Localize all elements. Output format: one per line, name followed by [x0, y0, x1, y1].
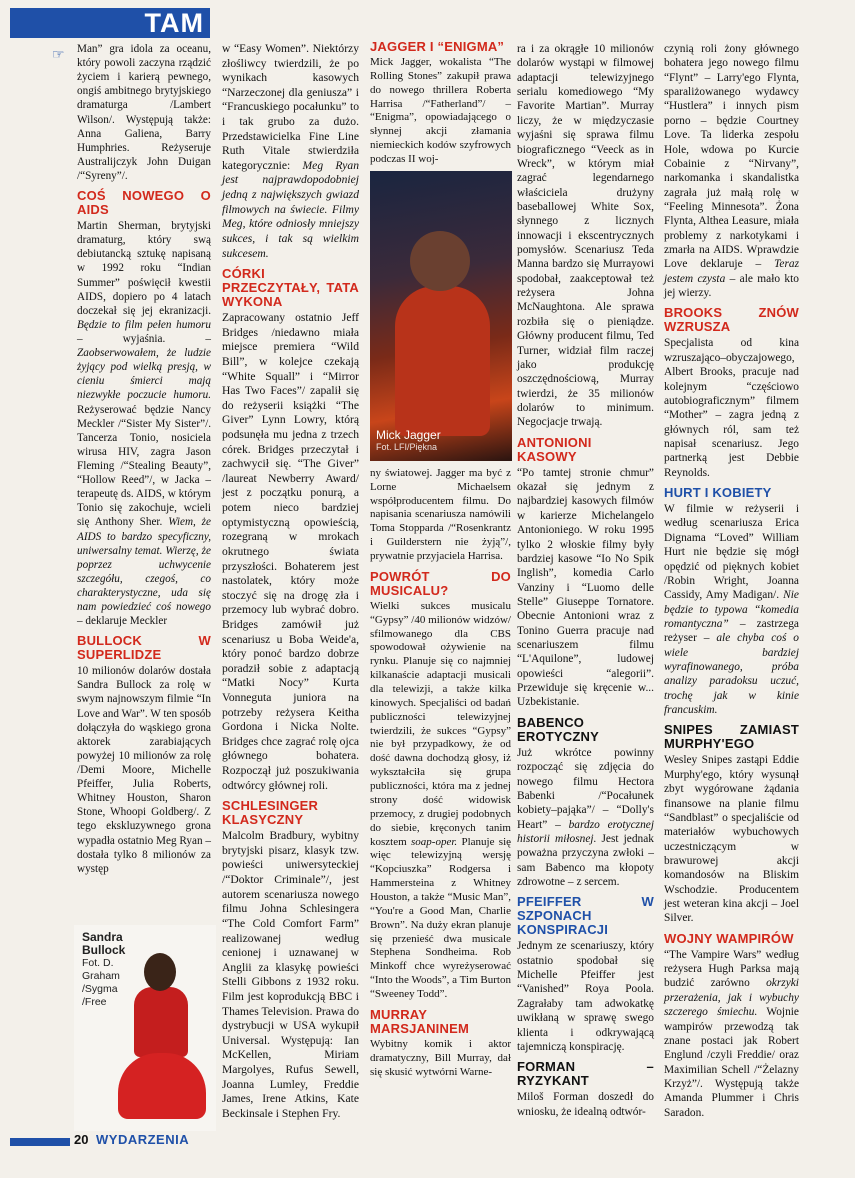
heading: SCHLESINGER KLASYCZNY: [222, 798, 319, 828]
paragraph: Jednym ze scenariuszy, który ostatnio spodobał się Michelle Pfeiffer jest “Vanished” Roya Poola. Zagrałaby tam adwokatkę uwikłaną w sprawę swego klienta i odkrywającą tajemniczą konspirację.: [517, 940, 654, 1053]
photo-sandra-bullock: [74, 925, 216, 1131]
heading: WOJNY WAMPIRÓW: [664, 930, 794, 946]
photo-credit: Fot. LFI/Piękna: [376, 441, 438, 452]
heading: PFEIFFER W SZPONACH KONSPIRACJI: [517, 894, 654, 938]
paragraph: w “Easy Women”. Niektórzy złośliwcy twierdzili, że po wynikach kasowych “Narzeczonej dla geniusza” i “Francuskiego pocałunku” to i tak grubo za dużo. Przedstawicielka Fine Line Ruth Vitale stwierdziła kategorycznie: Meg Ryan jest najprawdopodobniej jedną z największych gwiazd filmowych na świecie. Filmy Meg, które odniosły mniejszy sukces, i tak są wielkim sukcesem.: [222, 42, 359, 260]
heading: POWRÓT DO MUSICALU?: [370, 568, 511, 598]
paragraph: Malcolm Bradbury, wybitny brytyjski pisarz, klasyk tzw. powieści uniwersyteckiej /“Doktor Criminale”/, jest autorem scenariusza nowego filmu Johna Schlesingera “The Cold Comfort Farm” realizowanej według cenionej i uznawanej w Anglii za klasykę powieści Stelli Gibbons z 1932 roku. Film jest koprodukcją BBC i Thames Television. Prawa do dystrybucji w USA wykupił Universal. Występują: Ian McKellen, Miriam Margolyes, Rufus Sewell, Joanna Lumley, Freddie James, Irene Atkins, Kate Beckinsale i Stephen Fry.: [222, 829, 359, 1120]
paragraph: Zapracowany ostatnio Jeff Bridges /niedawno miała miejsce premiera “Wild Bill”, w kolejce czekają “White Squall” i “Mirror Has Two Faces”/ zapalił się do reżyserii książki “The Giver” Lynn Lowry, którą podsunęła mu jedna z trzech córek. Bridges przeczytał i zachwycił się. “The Giver” /laureat Newberry Award/ jest z początku ponurą, a potem nieco bardziej optymistyczną opowieścią, rozegraną w mrokach okrutnego świata przyszłości. Bohaterem jest nastolatek, który może stoczyć się na drogę zła i przemocy lub wybrać dobro. Bridges zamówił już scenariusz u Boba Weide'a, który ponoć bardzo dobrze poradził sobie z adaptacją “Matki Nocy” Kurta Vonneguta juniora na potrzeby reżysera Keitha Gordona i Nicka Nolte. Bridges chce zagrać rolę ojca głównego bohatera. Rozpoczął już poszukiwania odtwórcy głównej roli.: [222, 311, 359, 792]
photo-credit: Fot. D. Graham /Sygma /Free: [82, 957, 120, 1008]
continuation-arrow-icon: ☞: [52, 48, 65, 63]
paragraph: Wesley Snipes zastąpi Eddie Murphy'ego, który wysunął zbyt wygórowane żądania finansowe na planie filmu “Sandblast” o specjaliście od materiałów wybuchowych uczestniczącym w brawurowej akcji komandosów na Bliskim Wschodzie. Producentem jest weteran kina akcji – Joel Silver.: [664, 754, 799, 925]
paragraph: Już wkrótce powinny rozpocząć się zdjęcia do nowego filmu Hectora Babenki /“Pocałunek kobiety–pająka”/ – “Dolly's Heart” – bardzo erotycznej historii miłosnej. Jest jednak poważna przyczyna zwłoki – sam Babenco ma kłopoty zdrowotne – z sercem.: [517, 746, 654, 889]
section-label: TAM: [144, 8, 204, 38]
heading: BABENCO EROTYCZNY: [517, 714, 599, 744]
column-3: [370, 40, 511, 1079]
heading: BULLOCK W SUPERLIDZE: [77, 633, 211, 663]
photo-subject: Sandra Bullock: [82, 930, 126, 957]
heading: JAGGER I “ENIGMA”: [370, 39, 505, 54]
heading: CÓRKI PRZECZYTAŁY, TATA WYKONA: [222, 266, 359, 310]
photo-mick-jagger: [370, 171, 512, 461]
column-2: [222, 42, 359, 1121]
footer-section: WYDARZENIA: [96, 1132, 190, 1147]
paragraph: Mick Jagger, wokalista “The Rolling Stones” zakupił prawa do nowego thrillera Roberta Harrisa /“Fatherland”/ – “Enigma”, opowiadającego o słynnej akcji złamania niemieckich kodów szyfrowych podczas II woj-: [370, 56, 511, 166]
photo-caption: [376, 429, 441, 453]
heading: MURRAY MARSJANINEM: [370, 1006, 469, 1036]
heading: FORMAN – RYZYKANT: [517, 1059, 654, 1089]
page-number: 20: [74, 1132, 89, 1147]
paragraph: Martin Sherman, brytyjski dramaturg, który swą debiutancką sztukę napisaną w 1992 roku “Indian Summer” poświęcił kwestii AIDS, dopiero po 4 latach doczekał się jej ekranizacji. Będzie to film pełen humoru – wyjaśnia. – Zaobserwowałem, że ludzie żyjący pod wielką presją, w cieniu śmierci mają niezwykłe poczucie humoru. Reżyserować będzie Nancy Meckler /“Sister My Sister”/. Tancerza Tonio, nosiciela wirusa HIV, zagra Jason Fleming /“Stealing Beauty”, “Hollow Reed”/, w Jacka – terapeutę ds. AIDS, w którym Tonio się zakochuje, wcieli się Anthony Sher. Wiem, że AIDS to bardzo specyficzny, uniwersalny temat. Wierzę, że poprzez uchwycenie szczegółu, czegoś, co charakterystyczne, uda się nam powiedzieć coś nowego – deklaruje Meckler: [77, 220, 211, 628]
section-header-bar: [10, 8, 210, 38]
photo-caption: [82, 931, 130, 1009]
paragraph: Miloš Forman doszedł do wniosku, że idealną odtwór-: [517, 1091, 654, 1118]
heading: HURT I KOBIETY: [664, 485, 772, 501]
paragraph: Wybitny komik i aktor dramatyczny, Bill Murray, dał się skusić wytwórni Warne-: [370, 1037, 511, 1078]
heading: ANTONIONI KASOWY: [517, 434, 592, 464]
paragraph: Man” gra idola za oceanu, który powoli zaczyna rządzić życiem i karierą pewnego, ongiś ambitnego brytyjskiego dramaturga /Lambert Wilson/. Występują także: Anna Galiena, Barry Humphries. Reżyseruje Australijczyk John Duigan /“Syreny”/.: [77, 43, 211, 182]
column-1: [77, 42, 211, 876]
photo-subject: Mick Jagger: [376, 427, 441, 442]
paragraph: “The Vampire Wars” według reżysera Hugh Parksa mają budzić zarówno okrzyki przerażenia, jak i wybuchy szczerego śmiechu. Wojnie wampirów przewodzą tak znane postaci jak Robert Englund /czyli Freddie/ oraz Maximilian Schell /“Żelazny Krzyż”/. Występują także Amanda Plummer i Chris Saradon.: [664, 948, 799, 1119]
column-5: [664, 42, 799, 1120]
paragraph: “Po tamtej stronie chmur” okazał się jednym z najbardziej kasowych filmów w karierze Michelangelo Antonioniego. W roku 1995 tylko 2 włoskie filmy były bardziej kasowe “Io No Spik Inglish”, komedia Carlo Vanziny i “Luomo delle Stelle” Giuseppe Tornatore. Obecnie Antonioni wraz z Tonino Guerra pracuje nad scenariuszem filmu “L'Aquilone”, ludowej opowieści “alegorii”. Przewiduje się kręcenie w... Uzbekistanie.: [517, 466, 654, 709]
paragraph: ny światowej. Jagger ma być z Lorne Michaelsem współproducentem filmu. Do napisania scenariusza namówili Toma Stopparda /“Rosenkrantz i Guilderstern nie żyją”/, prywatnie przyjaciela Harrisa.: [370, 466, 511, 563]
paragraph: ra i za okrągłe 10 milionów dolarów wystąpi w filmowej adaptacji telewizyjnego serialu komediowego “My Favorite Martian”. Murray liczy, że w międzyczasie wyjaśni się sprawa filmu biograficznego “Veeck as in Wreck”, w którym miał zagrać legendarnego właściciela drużyny baseballowej White Sox, słynnego z licznych innowacji i ekscentrycznych pomysłów. Scenariusz Teda Manna bardzo się Murrayowi spodobał, zaakceptował też reżysera Johna McNaughtona. Ale sprawa rozbiła się o pieniądze. Główny producent filmu, Ted Turner, widział film raczej jako produkcję oszczędnościową, Murray twierdzi, że 35 milionów dolarów to minimum. Negocjacje trwają.: [517, 43, 654, 429]
footer-bar: [10, 1138, 70, 1146]
column-4: [517, 42, 654, 1119]
heading: SNIPES ZAMIAST MURPHY'EGO: [664, 722, 799, 752]
portrait-figure: [126, 953, 196, 1123]
heading: COŚ NOWEGO O AIDS: [77, 188, 211, 218]
paragraph: 10 milionów dolarów dostała Sandra Bullock za rolę w swym najnowszym filmie “In Love and War”. W ten sposób dołączyła do wąskiego grona aktorek zarabiających powyżej 10 milionów za rolę /Demi Moore, Michelle Pfeiffer, Julia Roberts, Whitney Houston, Sharon Stone, Whoopi Goldberg/. Z tego ekskluzywnego grona wypadła ostatnio Meg Ryan – dostała tylko 8 milionów za występ: [77, 665, 211, 875]
heading: BROOKS ZNÓW WZRUSZA: [664, 305, 799, 335]
paragraph: Specjalista od kina wzruszająco–obyczajowego, Albert Brooks, pracuje nad kolejnym “częściowo autobiograficznym” filmem “Mother” – zagra jedną z głównych ról, sam też napisał scenariusz. Jego partnerką jest Debbie Reynolds.: [664, 337, 799, 479]
paragraph: W filmie w reżyserii i według scenariusza Erica Dignama “Loved” William Hurt nie będzie się mógł opędzić od pięknych kobiet /Robin Wright, Joanna Cassidy, Amy Madigan/. Nie będzie to typowa “komedia romantyczna” – zastrzega reżyser – ale chyba coś o wiele bardziej wyrafinowanego, próba analizy paradoksu uczuć, trochę jak w kinie francuskim.: [664, 503, 799, 717]
paragraph: Wielki sukces musicalu “Gypsy” /40 milionów widzów/ sfilmowanego dla CBS spowodował ożywienie na rynku. Planuje się co najmniej kilkanaście adaptacji musicali dla telewizji, a także kilka kinowych. Specjaliści od badań publiczności telewizyjnej twierdzili, że sukces “Gypsy” nie był przypadkowy, że od dość dawna dochodzą głosy, iż wykształciła się grupa publiczności, która ma z jednej strony dość widowisk przemocy, z drugiej podobnych do siebie, kręconych tanim kosztem soap-oper. Planuje się więc telewizyjną wersję “Kopciuszka” Rodgersa i Hammersteina z Whitney Houston, a także “Music Man”, “You're a Good Man, Charlie Brown”. Na duży ekran planuje się przenieść dwa musicale Stephena Sondheima. Rob Minkoff chce wyreżyserować “Into the Woods”, a Tim Burton “Sweeney Todd”.: [370, 599, 512, 1000]
paragraph: czynią roli żony głównego bohatera jego nowego filmu “Flynt” – Larry'ego Flynta, sparaliżowanego wydawcy “Hustlera” i innych pism porno – będzie Courtney Love. Ta liderka zespołu Hole, wdowa po Kurcie Cobainie z “Nirvany”, narkomanka i skandalistka zagrała już małą rolę w “Feeling Minnesota”. Żona Flynta, Althea Leasure, miała problemy z narkotykami i zmarła na AIDS. Wprawdzie Love deklaruje – Teraz jestem czysta – ale mało kto jej wierzy.: [664, 43, 799, 300]
